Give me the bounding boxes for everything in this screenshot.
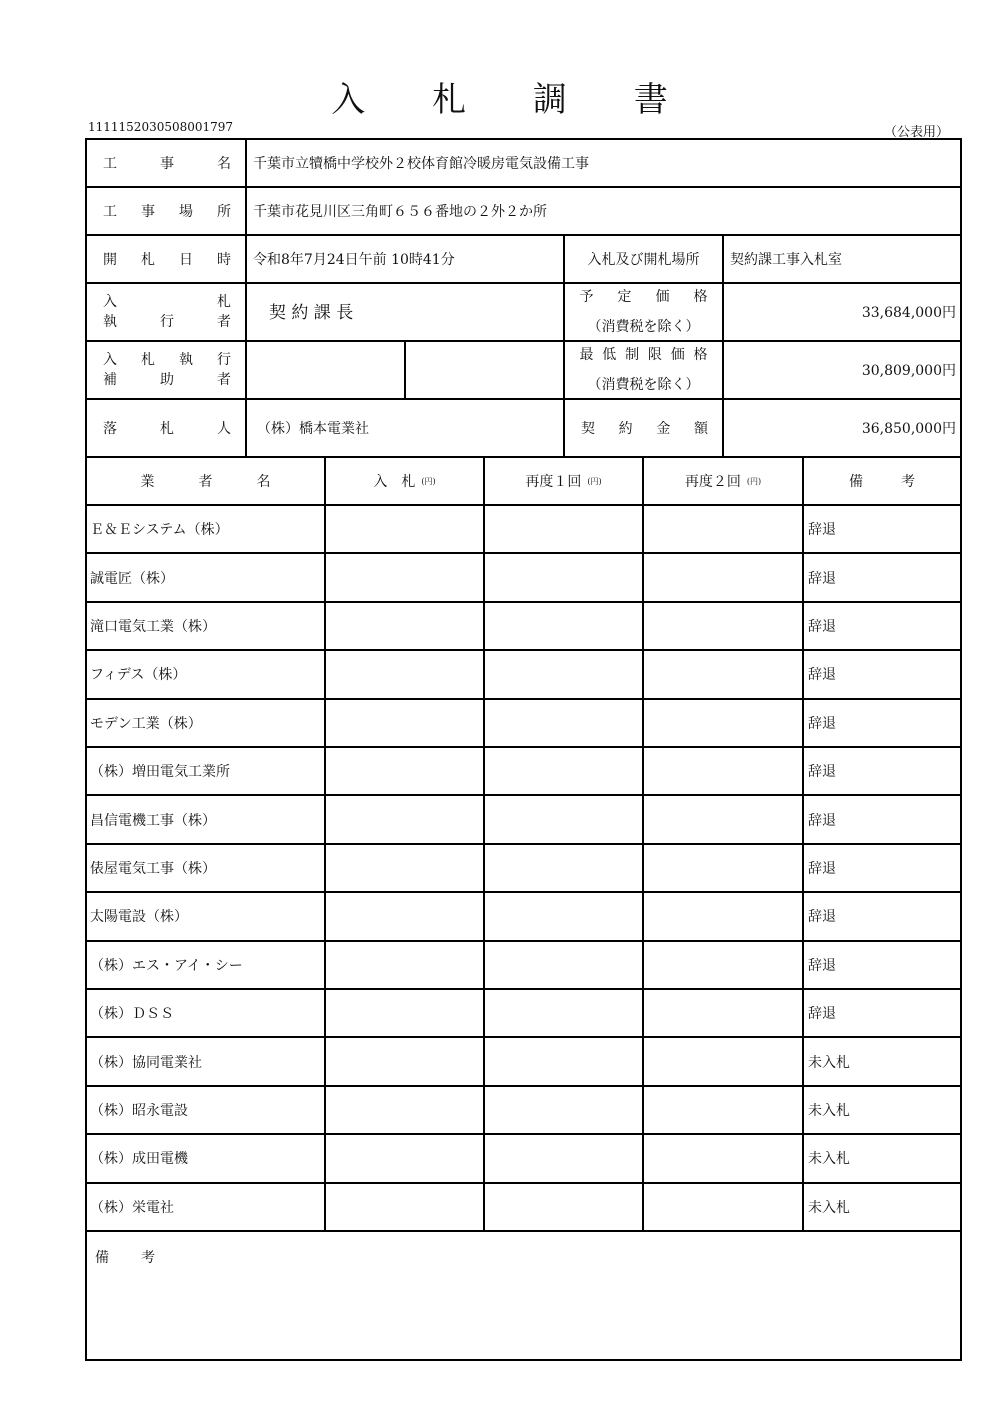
bid-cell-rebid1 (485, 893, 644, 939)
contract-amount-value: 36,850,000円 (861, 421, 956, 437)
bid-cell-bid (326, 942, 485, 988)
bid-cell-note: 未入札 (808, 1199, 850, 1216)
bid-cell-bid (326, 990, 485, 1036)
bid-cell-rebid2 (644, 1038, 804, 1084)
table-row (87, 700, 960, 748)
assistant-2-value (406, 342, 565, 398)
table-row (87, 1038, 960, 1086)
note-header (804, 458, 960, 504)
bid-cell-rebid1 (485, 990, 644, 1036)
table-row (87, 1184, 960, 1232)
bid-cell-rebid2 (644, 990, 804, 1036)
opening-row (87, 236, 960, 284)
bid-cell-rebid1 (485, 796, 644, 842)
bid-cell-rebid1 (485, 651, 644, 697)
bid-cell-company: フィデス（株） (87, 651, 326, 697)
table-row (87, 651, 960, 699)
place-label: 入札及び開札場所 (565, 236, 724, 282)
bid-cell-bid (326, 893, 485, 939)
table-row (87, 796, 960, 844)
bid-header-text: 入 札 (373, 474, 416, 490)
bid-cell-rebid2 (644, 603, 804, 649)
bid-cell-bid (326, 1135, 485, 1181)
bid-cell-rebid1 (485, 845, 644, 891)
bid-cell-note: 未入札 (808, 1054, 850, 1071)
document-number: 1111152030508001797 (88, 120, 234, 134)
bid-cell-company: 誠電匠（株） (87, 554, 326, 600)
planned-price-label (565, 284, 724, 340)
rebid1-header (485, 458, 644, 504)
bid-header (326, 458, 485, 504)
bid-cell-note: 辞退 (808, 618, 836, 635)
rebid2-header (644, 458, 804, 504)
page-title: 入 札 調 書 (331, 80, 696, 120)
bid-cell-note: 辞退 (808, 957, 836, 974)
bid-table-header (87, 458, 960, 506)
planned-price-label-text: 予 定 価 格 (579, 289, 708, 305)
bid-cell-bid (326, 554, 485, 600)
executor-value: 契 約 課 長 (247, 284, 565, 340)
contract-amount-label: 契 約 金 額 (565, 400, 724, 456)
site-row (87, 188, 960, 236)
bid-cell-bid (326, 845, 485, 891)
assistant-label-line1: 入 札 執 行 (103, 352, 231, 368)
bid-cell-bid (326, 603, 485, 649)
bid-cell-rebid2 (644, 796, 804, 842)
bid-cell-company: （株）ＤＳＳ (87, 990, 326, 1036)
bid-cell-company: 昌信電機工事（株） (87, 796, 326, 842)
table-row (87, 1087, 960, 1135)
planned-price-value: 33,684,000円 (861, 305, 956, 321)
bid-cell-company: 太陽電設（株） (87, 893, 326, 939)
table-row (87, 506, 960, 554)
remarks-label: 備 考 (95, 1250, 155, 1266)
bid-cell-rebid1 (485, 1087, 644, 1133)
bid-cell-rebid2 (644, 893, 804, 939)
rebid2-header-unit: (円) (746, 476, 762, 486)
bid-cell-rebid2 (644, 845, 804, 891)
table-row (87, 1135, 960, 1183)
bid-cell-rebid2 (644, 1184, 804, 1230)
assistant-label-line2: 補 助 者 (103, 372, 231, 388)
table-row (87, 942, 960, 990)
place-value: 契約課工事入札室 (730, 252, 842, 268)
bid-cell-company: Ｅ＆Ｅシステム（株） (87, 506, 326, 552)
bid-cell-rebid1 (485, 748, 644, 794)
bid-cell-note: 辞退 (808, 667, 836, 684)
bid-cell-company: （株）増田電気工業所 (87, 748, 326, 794)
bid-cell-rebid2 (644, 942, 804, 988)
table-row (87, 603, 960, 651)
min-price-label (565, 342, 724, 398)
winner-label: 落 札 人 (87, 400, 247, 456)
bid-cell-company: （株）エス・アイ・シー (87, 942, 326, 988)
bid-cell-rebid1 (485, 1135, 644, 1181)
rebid1-header-unit: (円) (587, 476, 602, 486)
bid-cell-note: 辞退 (808, 522, 836, 539)
company-header-text: 業 者 名 (140, 474, 271, 490)
bid-cell-rebid2 (644, 1135, 804, 1181)
bid-header-unit: (円) (421, 476, 436, 486)
project-name-label: 工 事 名 (87, 140, 247, 186)
bid-cell-company: （株）栄電社 (87, 1184, 326, 1230)
bid-cell-rebid2 (644, 748, 804, 794)
executor-label (87, 284, 247, 340)
bid-cell-rebid1 (485, 554, 644, 600)
project-name-row (87, 140, 960, 188)
min-price-note: （消費税を除く） (587, 377, 700, 393)
bid-cell-note: 未入札 (808, 1102, 850, 1119)
bid-cell-company: モデン工業（株） (87, 700, 326, 746)
bid-cell-bid (326, 796, 485, 842)
bid-cell-bid (326, 748, 485, 794)
bid-cell-bid (326, 506, 485, 552)
company-header (87, 458, 326, 504)
bid-cell-note: 辞退 (808, 1006, 836, 1023)
bid-cell-company: 俵屋電気工事（株） (87, 845, 326, 891)
bid-cell-bid (326, 700, 485, 746)
bid-cell-rebid2 (644, 506, 804, 552)
planned-price-note: （消費税を除く） (587, 319, 700, 335)
bid-cell-note: 辞退 (808, 812, 836, 829)
bid-cell-rebid1 (485, 506, 644, 552)
executor-row (87, 284, 960, 342)
bid-cell-rebid1 (485, 942, 644, 988)
assistant-row (87, 342, 960, 400)
bid-cell-rebid1 (485, 1184, 644, 1230)
bid-cell-rebid2 (644, 700, 804, 746)
bid-cell-bid (326, 1184, 485, 1230)
bid-cell-note: 辞退 (808, 860, 836, 877)
bid-cell-rebid1 (485, 1038, 644, 1084)
bid-cell-note: 辞退 (808, 570, 836, 587)
min-price-value: 30,809,000円 (861, 363, 956, 379)
table-row (87, 990, 960, 1038)
table-row (87, 554, 960, 602)
bid-cell-bid (326, 1087, 485, 1133)
bid-cell-company: 滝口電気工業（株） (87, 603, 326, 649)
bid-cell-bid (326, 651, 485, 697)
executor-label-line1: 入 札 (103, 294, 231, 310)
note-header-text: 備 考 (849, 474, 915, 490)
min-price-label-text: 最 低 制 限 価 格 (579, 347, 708, 363)
public-use-label: （公表用） (883, 125, 949, 140)
table-row (87, 845, 960, 893)
bid-cell-rebid2 (644, 651, 804, 697)
winner-row (87, 400, 960, 458)
remarks-row (87, 1233, 960, 1359)
opening-label: 開 札 日 時 (87, 236, 247, 282)
assistant-label (87, 342, 247, 398)
site-value: 千葉市花見川区三角町６５６番地の２外２か所 (253, 204, 547, 220)
bid-cell-company: （株）協同電業社 (87, 1038, 326, 1084)
bid-cell-rebid2 (644, 554, 804, 600)
bid-cell-rebid1 (485, 700, 644, 746)
rebid1-header-text: 再度１回 (525, 474, 582, 490)
opening-datetime: 令和8年7月24日午前 10時41分 (247, 236, 565, 282)
bid-cell-company: （株）成田電機 (87, 1135, 326, 1181)
bid-cell-rebid1 (485, 603, 644, 649)
bid-cell-note: 未入札 (808, 1151, 850, 1168)
winner-value: （株）橋本電業社 (247, 400, 565, 456)
executor-label-line2: 執 行 者 (103, 314, 231, 330)
bid-record-sheet (85, 138, 962, 1361)
site-label: 工 事 場 所 (87, 188, 247, 234)
bid-cell-rebid2 (644, 1087, 804, 1133)
bid-cell-company: （株）昭永電設 (87, 1087, 326, 1133)
bid-cell-note: 辞退 (808, 909, 836, 926)
bid-cell-bid (326, 1038, 485, 1084)
table-row (87, 893, 960, 941)
table-row (87, 748, 960, 796)
assistant-1-value (247, 342, 406, 398)
project-name-value: 千葉市立犢橋中学校外２校体育館冷暖房電気設備工事 (253, 156, 589, 172)
rebid2-header-text: 再度２回 (684, 474, 741, 490)
bid-cell-note: 辞退 (808, 764, 836, 781)
bid-cell-note: 辞退 (808, 715, 836, 732)
